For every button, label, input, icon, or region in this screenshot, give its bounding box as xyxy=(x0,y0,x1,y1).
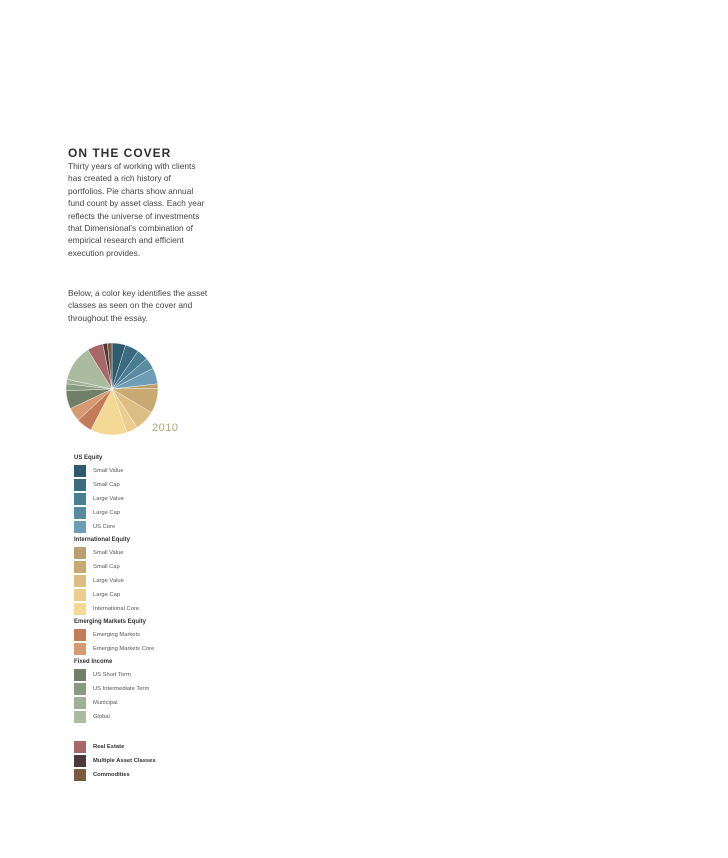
legend-item xyxy=(74,574,274,588)
legend-item xyxy=(74,492,274,506)
legend-item xyxy=(74,478,274,492)
legend-swatch xyxy=(74,769,86,781)
legend-item xyxy=(74,740,274,754)
legend-item-label: Large Value xyxy=(93,496,124,502)
legend-item-label: Small Cap xyxy=(93,564,120,570)
legend-swatch xyxy=(74,493,86,505)
legend-swatch xyxy=(74,741,86,753)
legend-item-label: Large Cap xyxy=(93,592,121,598)
legend-swatch xyxy=(74,521,86,533)
legend-item xyxy=(74,546,274,560)
legend-group xyxy=(74,534,274,616)
legend-item xyxy=(74,668,274,682)
legend-item xyxy=(74,464,274,478)
legend-item-label: Commodities xyxy=(93,772,130,778)
legend-swatch xyxy=(74,697,86,709)
legend-item xyxy=(74,520,274,534)
legend-swatch xyxy=(74,683,86,695)
legend-item-label: Real Estate xyxy=(93,744,125,750)
legend-swatch xyxy=(74,575,86,587)
cover-description: Thirty years of working with clients has created a rich history of portfolios. Pie charts show annual fund count by asset class. Each year reflects the universe of investments that Dimensional's combination of empirical research and efficient execution provides. xyxy=(68,161,205,258)
legend-group-other xyxy=(74,740,274,782)
legend-swatch xyxy=(74,561,86,573)
legend-swatch xyxy=(74,755,86,767)
color-key-legend xyxy=(74,452,274,782)
legend-item xyxy=(74,506,274,520)
legend-item xyxy=(74,768,274,782)
legend-item-label: US Intermediate Term xyxy=(93,686,150,692)
legend-group-title: Emerging Markets Equity xyxy=(74,619,147,625)
legend-item-label: Large Cap xyxy=(93,510,121,516)
legend-item xyxy=(74,754,274,768)
legend-item xyxy=(74,560,274,574)
legend-item-label: Small Value xyxy=(93,550,124,556)
legend-item xyxy=(74,696,274,710)
legend-item-label: Multiple Asset Classes xyxy=(93,758,156,764)
legend-item xyxy=(74,588,274,602)
legend-item-label: Small Cap xyxy=(93,482,120,488)
legend-item xyxy=(74,628,274,642)
legend-swatch xyxy=(74,669,86,681)
legend-group-title: International Equity xyxy=(74,537,131,543)
legend-item xyxy=(74,682,274,696)
legend-item xyxy=(74,642,274,656)
pie-year-label: 2010 xyxy=(152,422,179,434)
legend-group-title: US Equity xyxy=(74,455,103,461)
legend-item xyxy=(74,710,274,724)
legend-swatch xyxy=(74,629,86,641)
legend-item-label: US Short Term xyxy=(93,672,131,678)
legend-group xyxy=(74,452,274,534)
legend-item-label: Global xyxy=(93,714,110,720)
color-key-intro: Below, a color key identifies the asset classes as seen on the cover and throughout the essay. xyxy=(68,288,208,323)
legend-item-label: Small Value xyxy=(93,468,124,474)
legend-swatch xyxy=(74,479,86,491)
legend-item-label: Emerging Markets Core xyxy=(93,646,155,652)
legend-group xyxy=(74,656,274,724)
legend-group xyxy=(74,616,274,656)
legend-item-label: Large Value xyxy=(93,578,124,584)
legend-item xyxy=(74,602,274,616)
legend-swatch xyxy=(74,711,86,723)
legend-swatch xyxy=(74,603,86,615)
legend-item-label: International Core xyxy=(93,606,140,612)
legend-item-label: US Core xyxy=(93,524,116,530)
legend-swatch xyxy=(74,507,86,519)
legend-swatch xyxy=(74,465,86,477)
legend-swatch xyxy=(74,643,86,655)
legend-item-label: Emerging Markets xyxy=(93,632,141,638)
cover-heading: ON THE COVER xyxy=(68,146,172,160)
legend-swatch xyxy=(74,547,86,559)
legend-group-title: Fixed Income xyxy=(74,659,113,665)
legend-item-label: Municipal xyxy=(93,700,118,706)
legend-swatch xyxy=(74,589,86,601)
